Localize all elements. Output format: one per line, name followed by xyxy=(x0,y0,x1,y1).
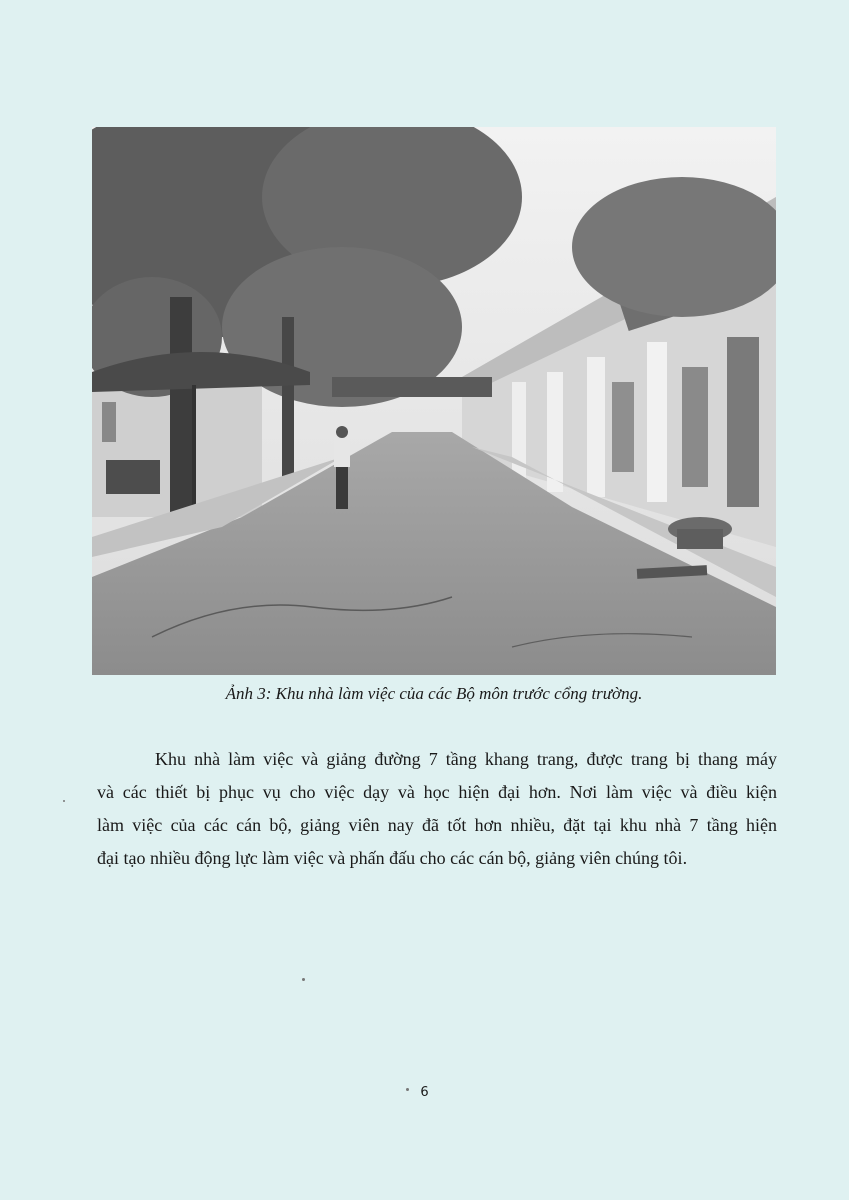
figure-caption: Ảnh 3: Khu nhà làm việc của các Bộ môn trước cổng trường. xyxy=(225,684,643,703)
paragraph-line: và các thiết bị phục vụ cho việc dạy và học hiện đại hơn. Nơi làm việc và điều kiện xyxy=(97,782,777,802)
campus-photo xyxy=(92,127,776,675)
paragraph-line: Khu nhà làm việc và giảng đường 7 tầng khang trang, được trang bị thang máy xyxy=(155,749,777,769)
scan-speck xyxy=(302,978,305,981)
page-number: 6 xyxy=(420,1085,429,1100)
scan-speck xyxy=(63,800,65,802)
scan-speck xyxy=(406,1088,409,1091)
paragraph-line: làm việc của các cán bộ, giảng viên nay đã tốt hơn nhiều, đặt tại khu nhà 7 tầng hiện xyxy=(97,815,777,835)
paragraph-line: đại tạo nhiều động lực làm việc và phấn đấu cho các cán bộ, giảng viên chúng tôi. xyxy=(97,848,688,868)
body-paragraph xyxy=(97,743,777,875)
